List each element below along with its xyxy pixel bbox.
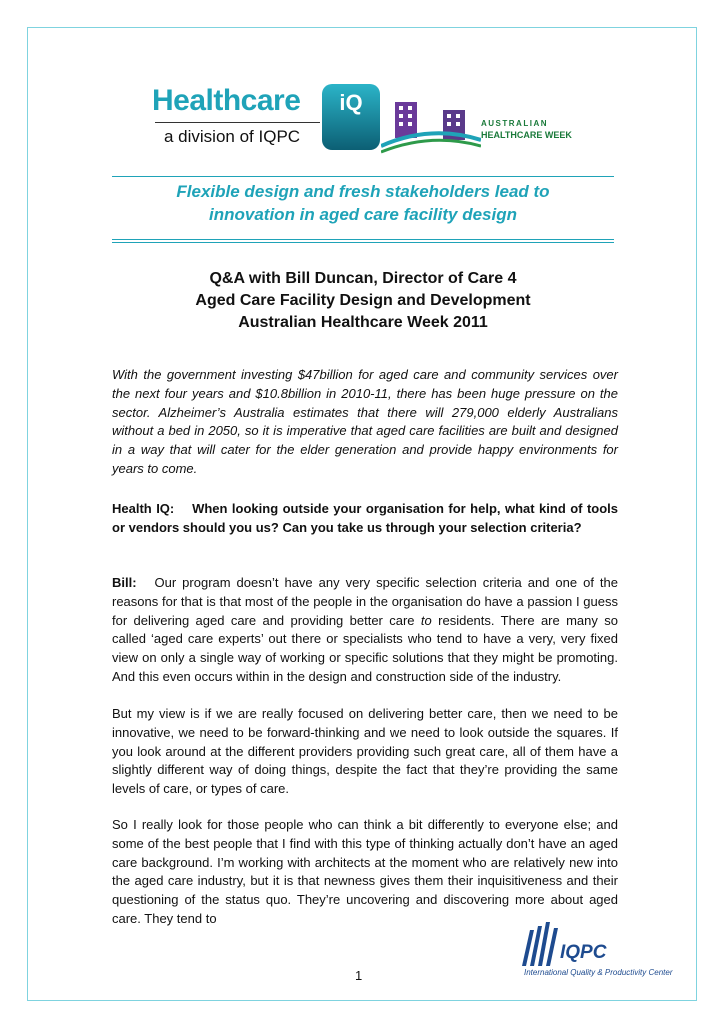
answer-paragraph-2: But my view is if we are really focused on delivering better care, then we need to be innovative, we need to be forward-thinking and we need to look outside the squares. If you look around at the different providers providing such great care, all of them have a slightly different way of doing things, despite the fact that they’re providing the same levels of care, or types of care. [112, 706, 618, 797]
answer-p1-part1: Our program doesn’t have any very specific selection criteria and one of the reasons for that is that most of the people in the organisation do have a passion I guess for delivering aged care and providing better care [112, 575, 618, 628]
iqpc-logo [520, 922, 680, 980]
page-number: 1 [355, 968, 363, 983]
iqpc-stripes-icon [520, 922, 560, 966]
article-title-line1: Flexible design and fresh stakeholders lead to [176, 182, 550, 201]
iqpc-logo-word: IQPC [560, 942, 607, 963]
qa-heading-line2: Aged Care Facility Design and Development [195, 292, 531, 309]
ahw-logo-line2: HEALTHCARE WEEK [481, 130, 572, 140]
healthcare-logo-tagline: a division of IQPC [164, 127, 301, 146]
article-title-line2: innovation in aged care facility design [209, 205, 517, 224]
answer-label: Bill: [112, 575, 137, 590]
article-title [112, 180, 614, 226]
answer-p1-emphasis: to [420, 612, 432, 628]
question-text: When looking outside your organisation for help, what kind of tools or vendors should you us? Can you take us through your selection criteria? [112, 501, 618, 535]
title-top-rule [112, 176, 614, 177]
title-bottom-rule-2 [112, 242, 614, 243]
answer-paragraph-1 [112, 574, 618, 687]
iq-badge [322, 84, 380, 150]
qa-heading [112, 268, 614, 334]
iq-badge-text: iQ [339, 90, 363, 115]
qa-heading-line1: Q&A with Bill Duncan, Director of Care 4 [209, 270, 517, 287]
iqpc-logo-tagline: International Quality & Productivity Center [524, 968, 673, 977]
title-bottom-rule [112, 239, 614, 240]
answer-paragraph-3: So I really look for those people who can think a bit differently to everyone else; and some of the best people that I find with this type of thinking actually don’t have an aged care background. I’m working with architects at the moment who are relatively new into the aged care industry, but it is that newness gives them their inquisitiveness and their questioning of the status quo. They’re uncovering and discovering more about aged care. They tend to [112, 817, 618, 926]
answer-p1-part2: residents. There are many so called ‘aged care experts’ out there or specialists who tend to have a very, very fixed view on only a single way of working or specific solutions that they might be promoting. And this even occurs within in the design and construction side of the industry. [112, 612, 618, 684]
healthcare-logo-rule [155, 122, 320, 123]
healthcare-iq-logo [152, 84, 387, 154]
question-label: Health IQ: [112, 501, 175, 516]
intro-paragraph: With the government investing $47billion for aged care and community services over the next four years and $10.8billion in 2010-11, there has been huge pressure on the sector. Alzheimer’s Australia estimates that there will 279,000 elderly Australians without a bed in 2050, so it is imperative that aged care facilities are built and designed in a way that will cater for the elder generation and provide happy environments for years to come. [112, 367, 618, 476]
ahw-logo-line1: AUSTRALIAN [481, 119, 548, 128]
healthcare-logo-word: Healthcare [152, 84, 301, 117]
ahw-building-icon [381, 96, 481, 156]
question-paragraph [112, 500, 618, 538]
qa-heading-line3: Australian Healthcare Week 2011 [238, 314, 488, 331]
australian-healthcare-week-logo [381, 96, 581, 156]
